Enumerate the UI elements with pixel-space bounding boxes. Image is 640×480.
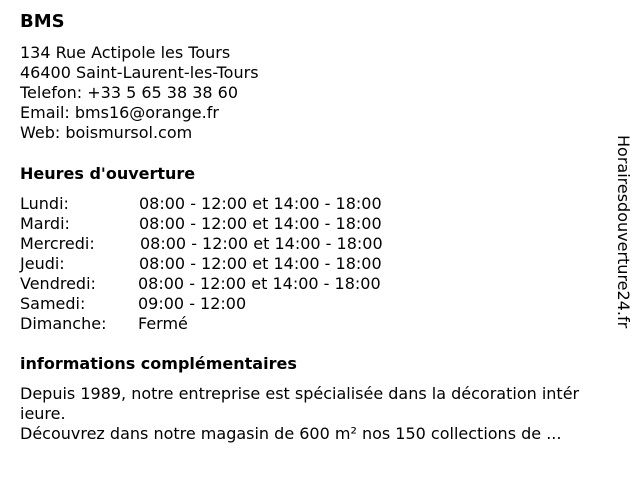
time-value: 08:00 - 12:00 et 14:00 - 18:00	[139, 214, 382, 233]
day-label: Samedi:	[20, 294, 86, 313]
day-label: Jeudi:	[20, 254, 65, 273]
time-value: 08:00 - 12:00 et 14:00 - 18:00	[139, 194, 382, 213]
contact-block	[20, 43, 259, 143]
company-name: BMS	[20, 11, 65, 32]
address-line-1: 134 Rue Actipole les Tours	[20, 43, 231, 62]
time-value: 08:00 - 12:00 et 14:00 - 18:00	[138, 274, 381, 293]
time-value: Fermé	[138, 314, 188, 333]
day-label: Vendredi:	[20, 274, 96, 293]
day-label: Mardi:	[20, 214, 70, 233]
site-brand-vertical: Horairesdouverture24.fr	[614, 135, 633, 329]
hours-row-monday	[20, 194, 460, 214]
hours-row-wednesday	[20, 234, 460, 254]
hours-row-sunday	[20, 314, 460, 334]
day-label: Mercredi:	[20, 234, 95, 253]
hours-heading: Heures d'ouverture	[20, 164, 196, 183]
hours-row-tuesday	[20, 214, 460, 234]
address-line-2: 46400 Saint-Laurent-les-Tours	[20, 63, 259, 82]
day-label: Dimanche:	[20, 314, 107, 333]
info-line-3: Découvrez dans notre magasin de 600 m² nos 150 collections de ...	[20, 424, 562, 443]
day-label: Lundi:	[20, 194, 69, 213]
info-heading: informations complémentaires	[20, 354, 297, 373]
info-line-1: Depuis 1989, notre entreprise est spécialisée dans la décoration intér	[20, 384, 580, 403]
hours-row-friday	[20, 274, 460, 294]
time-value: 08:00 - 12:00 et 14:00 - 18:00	[140, 234, 383, 253]
hours-row-saturday	[20, 294, 460, 314]
time-value: 08:00 - 12:00 et 14:00 - 18:00	[139, 254, 382, 273]
email-line: Email: bms16@orange.fr	[20, 103, 219, 122]
web-line: Web: boismursol.com	[20, 123, 193, 142]
opening-hours-table	[20, 194, 460, 334]
info-description	[20, 384, 620, 444]
hours-row-thursday	[20, 254, 460, 274]
time-value: 09:00 - 12:00	[138, 294, 247, 313]
phone-line: Telefon: +33 5 65 38 38 60	[20, 83, 239, 102]
info-line-2: ieure.	[20, 404, 66, 423]
